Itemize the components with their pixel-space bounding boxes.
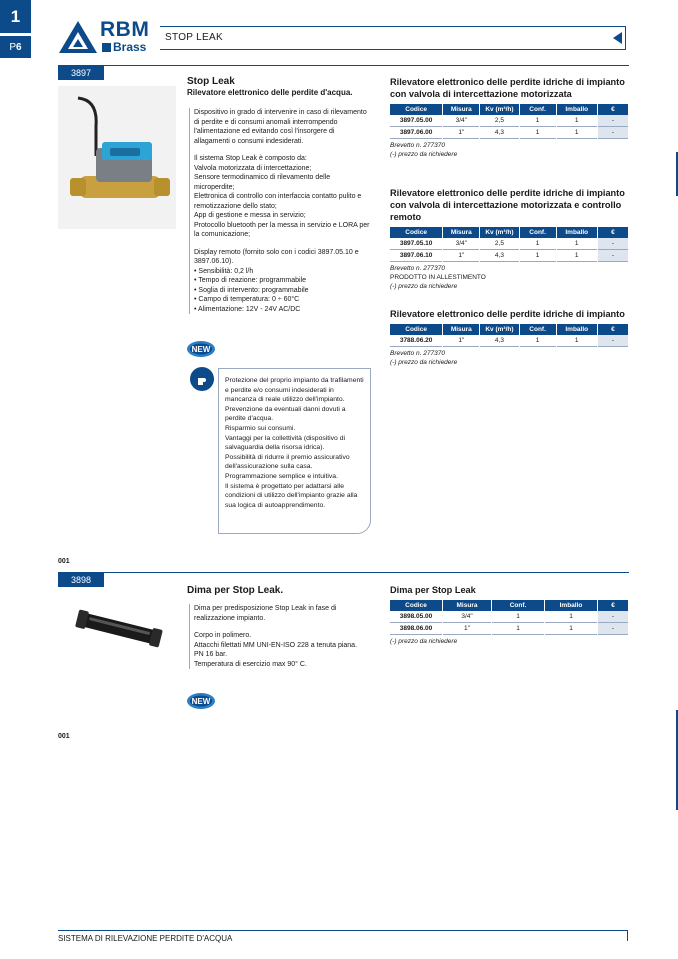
table-title: Rilevatore elettronico delle perdite idriche di impianto con valvola di intercettazione motorizzata e controllo remoto <box>390 188 625 222</box>
cell-conf: 1 <box>492 623 544 635</box>
description-paragraph: Dima per predisposizione Stop Leak in fase di realizzazione impianto. <box>194 605 337 622</box>
table-row <box>390 250 628 262</box>
cell-code: 3898.05.00 <box>390 611 442 623</box>
col-header: Kv (m³/h) <box>480 227 518 238</box>
cell-price: - <box>598 127 628 139</box>
benefit-item: Il sistema è progettato per adattarsi alle condizioni di utilizzo dell'impianto grazie alla sua logica di autoapprendimento. <box>225 482 358 509</box>
cell-kv: 4,3 <box>480 127 518 139</box>
cell-price: - <box>598 238 628 250</box>
brand-square-icon <box>102 43 111 52</box>
cell-price: - <box>598 250 628 262</box>
cell-kv: 2,5 <box>480 115 518 127</box>
cell-code: 3897.06.00 <box>390 127 442 139</box>
table-row <box>390 115 628 127</box>
cell-conf: 1 <box>492 611 544 623</box>
table-header-row <box>390 600 628 611</box>
product-table-block <box>390 584 628 646</box>
patent-note: Brevetto n. 277370 <box>390 142 445 149</box>
table-title: Rilevatore elettronico delle perdite idriche di impianto <box>390 309 625 319</box>
col-header: Kv (m³/h) <box>480 104 518 115</box>
table-title: Dima per Stop Leak <box>390 585 476 595</box>
section-tab: 3898 <box>58 573 104 587</box>
footer-divider-end <box>627 930 628 941</box>
brand-name: RBM <box>100 18 150 41</box>
page-title: STOP LEAK <box>165 32 223 43</box>
product-title: Stop Leak <box>187 76 235 87</box>
page-number <box>0 36 31 58</box>
table-title: Rilevatore elettronico delle perdite idriche di impianto con valvola di intercettazione motorizzata <box>390 77 625 99</box>
new-badge-text: NEW <box>191 697 211 706</box>
col-header: Conf. <box>520 227 556 238</box>
col-header: Codice <box>390 104 442 115</box>
table-header-row <box>390 227 628 238</box>
cell-conf: 1 <box>520 335 556 347</box>
brand-sub-text: Brass <box>113 40 147 54</box>
price-note: (-) prezzo da richiedere <box>390 359 458 366</box>
footer-title: SISTEMA DI RILEVAZIONE PERDITE D'ACQUA <box>58 934 233 943</box>
spec-item: • Campo di temperatura: 0 ÷ 60°C <box>194 295 371 305</box>
product-table <box>389 227 629 262</box>
col-header: Conf. <box>492 600 544 611</box>
description-paragraph: Il sistema Stop Leak è composto da: Valvola motorizzata di intercettazione; Sensore termodinamico di rilevamento delle microperdite; Elettronica di controllo con interfaccia contatto pulito e remotizzazione dello stato; App di gestione e messa in servizio; Protocollo bluetooth per la messa in servizio e LORA per la comunicazione; <box>194 155 370 238</box>
price-note: (-) prezzo da richiedere <box>390 638 458 645</box>
product-table-block <box>390 76 628 159</box>
benefit-item: Possibilità di ridurre il premio assicurativo dell'assicurazione sulla casa. <box>225 453 350 471</box>
pipe-icon <box>58 598 176 658</box>
status-note: PRODOTTO IN ALLESTIMENTO <box>390 274 486 281</box>
page-number-value: 6 <box>16 41 22 53</box>
specs-list <box>194 267 371 315</box>
col-header: Conf. <box>520 324 556 335</box>
stop-leak-product-image <box>58 86 176 229</box>
cell-size: 3/4" <box>443 115 479 127</box>
price-note: (-) prezzo da richiedere <box>390 151 458 158</box>
col-header: Misura <box>443 324 479 335</box>
new-badge-text: NEW <box>191 345 211 354</box>
cell-conf: 1 <box>520 115 556 127</box>
dima-product-image <box>58 598 176 658</box>
patent-note: Brevetto n. 277370 <box>390 265 445 272</box>
cell-code: 3897.05.00 <box>390 115 442 127</box>
cell-pack: 1 <box>557 127 597 139</box>
cell-code: 3898.06.00 <box>390 623 442 635</box>
cell-conf: 1 <box>520 250 556 262</box>
cell-pack: 1 <box>557 250 597 262</box>
col-header: Kv (m³/h) <box>480 324 518 335</box>
description-paragraph: Corpo in polimero. Attacchi filettati MM UNI-EN-ISO 228 a tenuta piana. PN 16 bar. Temperatura di esercizio max 90° C. <box>194 632 358 668</box>
cell-code: 3897.06.10 <box>390 250 442 262</box>
cell-code: 3788.06.20 <box>390 335 442 347</box>
cell-price: - <box>598 623 628 635</box>
cell-kv: 4,3 <box>480 250 518 262</box>
cell-price: - <box>598 335 628 347</box>
benefit-item: Prevenzione da eventuali danni dovuti a perdite d'acqua. <box>225 405 346 423</box>
cell-price: - <box>598 115 628 127</box>
col-header: Imballo <box>557 104 597 115</box>
arrow-left-icon <box>613 32 622 44</box>
cell-size: 3/4" <box>443 611 491 623</box>
brand-sub <box>102 40 146 54</box>
description-paragraph: Dispositivo in grado di intervenire in caso di rilevamento di perdite e di consumi anomali interrompendo l'alimentazione ed evitando così l'insorgere di allagamenti o consumi indesiderati. <box>194 109 367 145</box>
section-code: 001 <box>58 733 70 740</box>
price-note: (-) prezzo da richiedere <box>390 283 458 290</box>
table-row <box>390 623 628 635</box>
col-header: Codice <box>390 227 442 238</box>
col-header: Imballo <box>545 600 597 611</box>
page-prefix: P <box>9 41 17 53</box>
product-table <box>389 104 629 139</box>
benefit-item: Vantaggi per la collettività (dispositivo di salvaguardia della risorsa idrica). <box>225 434 346 452</box>
section-tab: 3897 <box>58 66 104 80</box>
product-description <box>189 108 371 314</box>
new-badge-icon <box>186 692 216 710</box>
col-header: Misura <box>443 600 491 611</box>
benefit-item: Risparmio sui consumi. <box>225 424 296 432</box>
section-divider <box>58 65 629 66</box>
cell-pack: 1 <box>557 115 597 127</box>
table-header-row <box>390 324 628 335</box>
footer-divider <box>58 930 628 931</box>
patent-note: Brevetto n. 277370 <box>390 350 445 357</box>
cell-conf: 1 <box>520 127 556 139</box>
benefit-item: Programmazione semplice e intuitiva. <box>225 472 338 480</box>
benefits-box <box>218 368 371 534</box>
col-header: Codice <box>390 324 442 335</box>
table-row <box>390 335 628 347</box>
section-divider <box>58 572 629 573</box>
table-header-row <box>390 104 628 115</box>
cell-code: 3897.05.10 <box>390 238 442 250</box>
hand-point-icon <box>190 367 214 391</box>
product-subtitle: Rilevatore elettronico delle perdite d'acqua. <box>187 88 353 97</box>
table-row <box>390 127 628 139</box>
spec-item: • Tempo di reazione: programmabile <box>194 276 371 286</box>
cell-kv: 4,3 <box>480 335 518 347</box>
product-title: Dima per Stop Leak. <box>187 585 284 596</box>
product-table-block <box>390 187 628 291</box>
section-code: 001 <box>58 558 70 565</box>
table-row <box>390 611 628 623</box>
col-header: Imballo <box>557 227 597 238</box>
product-table-block <box>390 308 628 367</box>
product-table <box>389 324 629 347</box>
brand-logo <box>58 18 158 54</box>
spec-item: • Sensibilità: 0,2 l/h <box>194 267 371 277</box>
cell-pack: 1 <box>557 335 597 347</box>
col-header: € <box>598 104 628 115</box>
col-header: Imballo <box>557 324 597 335</box>
cell-size: 3/4" <box>443 238 479 250</box>
cell-conf: 1 <box>520 238 556 250</box>
description-paragraph: Display remoto (fornito solo con i codici 3897.05.10 e 3897.06.10). <box>194 248 359 265</box>
col-header: Conf. <box>520 104 556 115</box>
valve-icon <box>58 86 176 229</box>
cell-pack: 1 <box>545 623 597 635</box>
benefit-item: Protezione del proprio impianto da trafilamenti e perdite e/o consumi indesiderati in mancanza di reale utilizzo dell'impianto. <box>225 377 364 404</box>
col-header: € <box>598 324 628 335</box>
chapter-number: 1 <box>0 0 31 33</box>
cell-size: 1" <box>443 623 491 635</box>
product-description <box>189 604 371 669</box>
cell-pack: 1 <box>545 611 597 623</box>
col-header: € <box>598 227 628 238</box>
cell-pack: 1 <box>557 238 597 250</box>
cell-size: 1" <box>443 335 479 347</box>
spec-item: • Soglia di intervento: programmabile <box>194 286 371 296</box>
cell-price: - <box>598 611 628 623</box>
col-header: Codice <box>390 600 442 611</box>
product-table <box>389 600 629 635</box>
header-bar <box>160 26 626 50</box>
cell-size: 1" <box>443 127 479 139</box>
new-badge-icon <box>186 340 216 358</box>
spec-item: • Alimentazione: 12V - 24V AC/DC <box>194 305 371 315</box>
col-header: € <box>598 600 628 611</box>
cell-size: 1" <box>443 250 479 262</box>
logo-triangle-icon <box>58 20 98 54</box>
col-header: Misura <box>443 227 479 238</box>
table-row <box>390 238 628 250</box>
cell-kv: 2,5 <box>480 238 518 250</box>
col-header: Misura <box>443 104 479 115</box>
